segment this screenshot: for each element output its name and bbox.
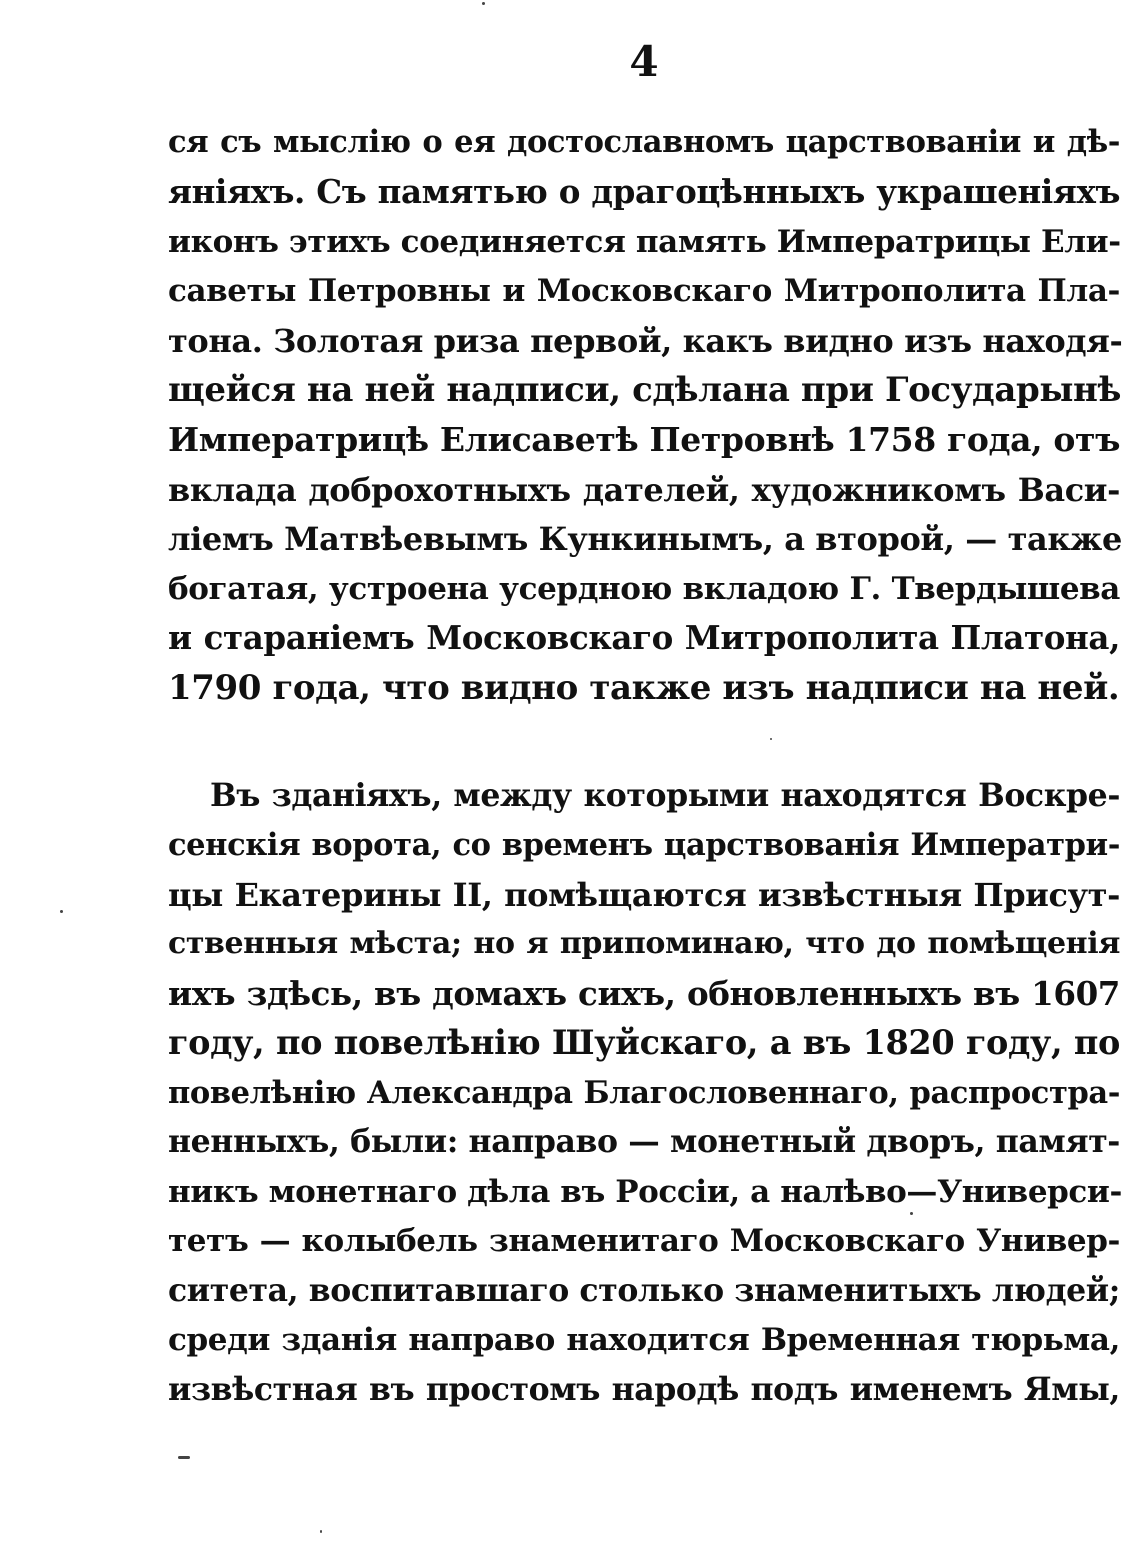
paragraph-1-line-7: Императрицѣ Елисаветѣ Петровнѣ 1758 года, отъ — [168, 420, 1120, 459]
scan-mark — [178, 1456, 190, 1459]
paragraph-2-line-3: цы Екатерины II, помѣщаются извѣстныя Присут- — [168, 876, 1120, 914]
scan-speck — [910, 1212, 913, 1215]
paragraph-2-line-6: году, по повелѣнію Шуйскаго, а въ 1820 году, по — [168, 1023, 1120, 1062]
scan-speck — [320, 1530, 322, 1533]
paragraph-1-line-5: тона. Золотая риза первой, какъ видно изъ находя- — [168, 322, 1123, 360]
paragraph-2-line-9: никъ монетнаго дѣла въ Россіи, а налѣво—Универси- — [168, 1174, 1122, 1210]
paragraph-2-line-12: среди зданія направо находится Временная тюрьма, — [168, 1322, 1120, 1358]
paragraph-1-line-10: богатая, устроена усердною вкладою Г. Твердышева — [168, 571, 1120, 607]
paragraph-1-line-12: 1790 года, что видно также изъ надписи на ней. — [168, 668, 1120, 708]
paragraph-1-line-6: щейся на ней надписи, сдѣлана при Государынѣ — [168, 370, 1121, 410]
scan-speck — [60, 910, 63, 913]
paragraph-2-line-5: ихъ здѣсь, въ домахъ сихъ, обновленныхъ въ 1607 — [168, 974, 1120, 1013]
paragraph-2-line-11: ситета, воспитавшаго столько знаменитыхъ людей; — [168, 1272, 1120, 1309]
paragraph-1-line-9: ліемъ Матвѣевымъ Кункинымъ, а второй, — также — [168, 520, 1122, 558]
page-number: 4 — [629, 37, 659, 86]
paragraph-2-line-10: тетъ — колыбель знаменитаго Московскаго Универ- — [168, 1223, 1120, 1259]
paragraph-1-line-11: и стараніемъ Московскаго Митрополита Платона, — [168, 618, 1120, 657]
paragraph-2-line-7: повелѣнію Александра Благословеннаго, распростра- — [168, 1075, 1120, 1111]
paragraph-1-line-2: яніяхъ. Съ памятью о драгоцѣнныхъ украшеніяхъ — [168, 172, 1120, 211]
scan-speck — [482, 2, 485, 5]
paragraph-1-line-8: вклада доброхотныхъ дателей, художникомъ Васи- — [168, 471, 1120, 509]
paragraph-2-line-8: ненныхъ, были: направо — монетный дворъ, памят- — [168, 1123, 1120, 1160]
paragraph-1-line-4: саветы Петровны и Московскаго Митрополита Пла- — [168, 273, 1120, 309]
paragraph-1-line-1: ся съ мыслію о ея достославномъ царствованіи и дѣ- — [168, 124, 1120, 160]
paragraph-2-line-13: извѣстная въ простомъ народѣ подъ именемъ Ямы, — [168, 1371, 1120, 1408]
paragraph-2-line-4: ственныя мѣста; но я припоминаю, что до помѣщенія — [168, 926, 1120, 961]
paragraph-2-line-1: Въ зданіяхъ, между которыми находятся Воскре- — [210, 777, 1120, 814]
paragraph-1-line-3: иконъ этихъ соединяется память Императрицы Ели- — [168, 224, 1121, 260]
paragraph-2-line-2: сенскія ворота, со временъ царствованія Императри- — [168, 827, 1120, 863]
scan-speck — [770, 738, 772, 740]
